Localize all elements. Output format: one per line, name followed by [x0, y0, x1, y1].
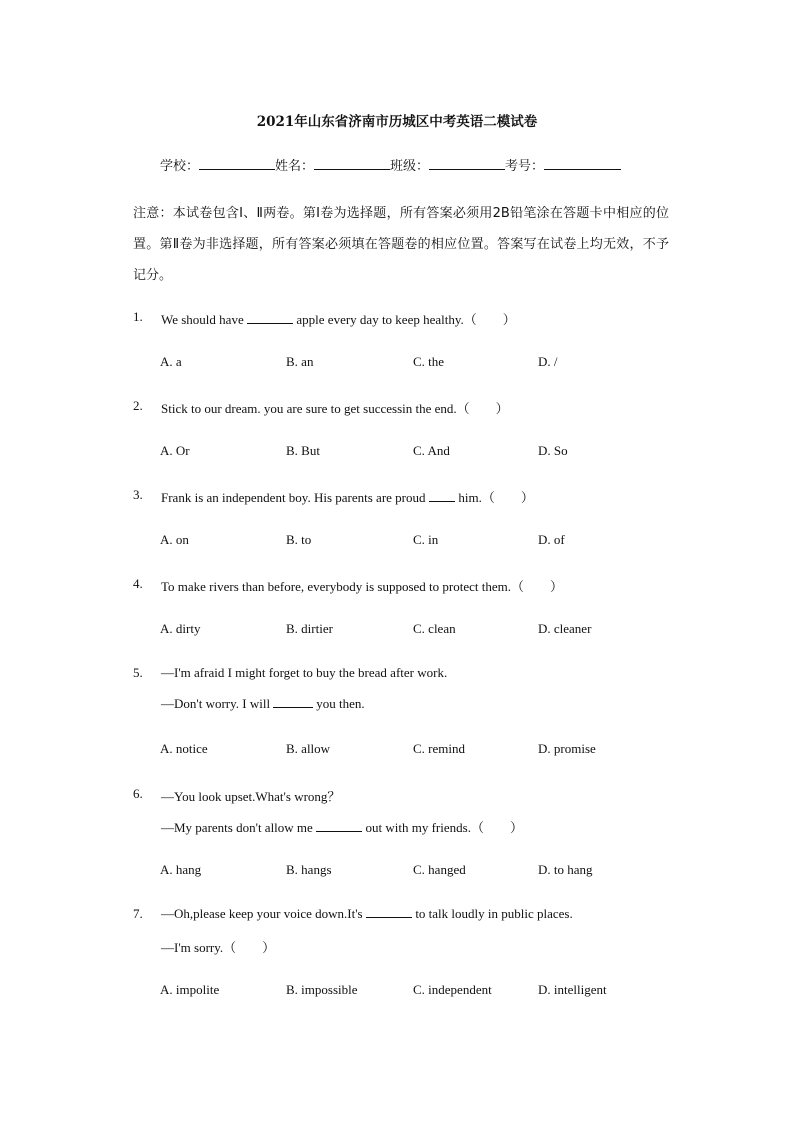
option-c[interactable]: C. clean	[413, 621, 456, 636]
class-label: 班级：	[390, 159, 430, 174]
option-d[interactable]: D. of	[538, 532, 565, 547]
question-text: —I'm sorry.（ ）	[161, 940, 276, 955]
option-b[interactable]: B. impossible	[286, 982, 358, 997]
option-b[interactable]: B. allow	[286, 741, 331, 756]
question-text: out with my friends.（ ）	[362, 820, 523, 835]
school-label: 学校：	[160, 159, 200, 174]
question-stem-line	[161, 665, 447, 681]
answer-blank[interactable]	[247, 312, 293, 324]
option-c[interactable]: C. And	[413, 443, 450, 458]
student-info-line	[160, 155, 621, 174]
exam-no-blank[interactable]	[544, 157, 621, 170]
option-a[interactable]: A. dirty	[160, 621, 201, 636]
option-d[interactable]: D. cleaner	[538, 621, 592, 636]
question-number: 2.	[133, 398, 143, 413]
question-stem-line	[161, 937, 275, 956]
question-text: to talk loudly in public places.	[412, 906, 573, 921]
question-text: —Don't worry. I will	[161, 696, 274, 711]
question-text: —You look upset.What's wrong？	[161, 789, 341, 804]
question-text: —My parents don't allow me	[161, 820, 317, 835]
question-number: 5.	[133, 665, 143, 680]
question-number: 6.	[133, 786, 143, 801]
exam-no-label: 考号：	[505, 159, 545, 174]
question-stem-line	[161, 696, 365, 712]
question-text: Frank is an independent boy. His parents are proud	[161, 490, 429, 505]
question-text: —Oh,please keep your voice down.It's	[161, 906, 366, 921]
notice-paragraph: 注意：本试卷包含Ⅰ、Ⅱ两卷。第Ⅰ卷为选择题，所有答案必须用2B铅笔涂在答题卡中相应的位置。第Ⅱ卷为非选择题，所有答案必须填在答题卷的相应位置。答案写在试卷上均无效，不予记分。	[133, 206, 669, 283]
option-b[interactable]: B. an	[286, 354, 314, 369]
option-c[interactable]: C. in	[413, 532, 439, 547]
school-blank[interactable]	[199, 157, 275, 170]
question-text: him.（ ）	[455, 490, 534, 505]
option-a[interactable]: A. hang	[160, 862, 202, 877]
question-number: 7.	[133, 906, 143, 921]
question-stem-line	[161, 817, 523, 836]
question-text: you then.	[312, 696, 365, 711]
question-text: apple every day to keep healthy.（ ）	[293, 312, 516, 327]
question-number: 3.	[133, 487, 143, 502]
option-d[interactable]: D. /	[538, 354, 558, 369]
question-text: —I'm afraid I might forget to buy the bread after work.	[161, 665, 448, 680]
question-stem-line	[161, 786, 340, 805]
option-b[interactable]: B. to	[286, 532, 312, 547]
option-a[interactable]: A. on	[160, 532, 189, 547]
question-number: 1.	[133, 309, 143, 324]
option-d[interactable]: D. So	[538, 443, 568, 458]
page-title: 2021年山东省济南市历城区中考英语二模试卷	[256, 114, 538, 130]
question-stem-line	[161, 398, 509, 417]
answer-blank[interactable]	[273, 696, 313, 708]
option-d[interactable]: D. promise	[538, 741, 596, 756]
question-stem-line	[161, 309, 516, 328]
option-d[interactable]: D. to hang	[538, 862, 593, 877]
option-a[interactable]: A. notice	[160, 741, 208, 756]
option-b[interactable]: B. But	[286, 443, 320, 458]
option-c[interactable]: C. independent	[413, 982, 492, 997]
question-stem-line	[161, 576, 563, 595]
option-c[interactable]: C. hanged	[413, 862, 466, 877]
answer-blank[interactable]	[316, 820, 362, 832]
question-text: We should have	[161, 312, 247, 327]
question-stem-line	[161, 906, 573, 922]
question-text: Stick to our dream. you are sure to get successin the end.（ ）	[161, 401, 509, 416]
option-c[interactable]: C. the	[413, 354, 445, 369]
option-a[interactable]: A. impolite	[160, 982, 220, 997]
option-d[interactable]: D. intelligent	[538, 982, 607, 997]
option-c[interactable]: C. remind	[413, 741, 465, 756]
option-b[interactable]: B. hangs	[286, 862, 332, 877]
option-b[interactable]: B. dirtier	[286, 621, 333, 636]
class-blank[interactable]	[429, 157, 505, 170]
answer-blank[interactable]	[366, 906, 412, 918]
question-stem-line	[161, 487, 534, 506]
name-blank[interactable]	[314, 157, 390, 170]
name-label: 姓名：	[275, 159, 315, 174]
option-a[interactable]: A. Or	[160, 443, 190, 458]
question-text: To make rivers than before, everybody is supposed to protect them.（ ）	[161, 579, 563, 594]
option-a[interactable]: A. a	[160, 354, 182, 369]
question-number: 4.	[133, 576, 143, 591]
answer-blank[interactable]	[429, 490, 455, 502]
